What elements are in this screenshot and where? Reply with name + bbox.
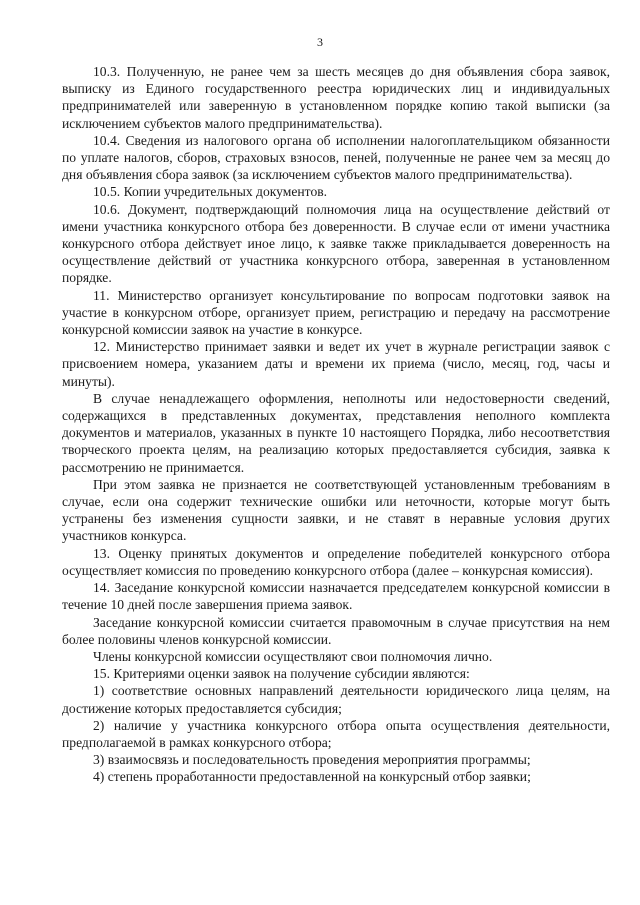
paragraph-14-quorum: Заседание конкурсной комиссии считается правомочным в случае присутствия на нем более половины членов конкурсной комиссии. <box>62 614 610 647</box>
paragraph-12: 12. Министерство принимает заявки и ведет их учет в журнале регистрации заявок с присвоением номера, указанием даты и времени их приема (число, месяц, год, часы и минуты). <box>62 339 610 389</box>
paragraph-13: 13. Оценку принятых документов и определение победителей конкурсного отбора осуществляет комиссия по проведению конкурсного отбора (далее – конкурсная комиссия). <box>62 545 610 578</box>
paragraph-15: 15. Критериями оценки заявок на получение субсидии являются: <box>93 666 470 682</box>
page-number: 3 <box>317 35 323 49</box>
paragraph-12-exception: При этом заявка не признается не соответствующей установленным требованиям в случае, если она содержит технические ошибки или неточности, которые могут быть устранены без изменения сущности заявки, и не ставят в неравные условия других участников конкурса. <box>62 476 610 544</box>
criterion-1: 1) соответствие основных направлений деятельности юридического лица целям, на достижение которых предоставляется субсидия; <box>62 683 610 716</box>
paragraph-14-personal: Члены конкурсной комиссии осуществляют свои полномочия лично. <box>93 648 493 664</box>
paragraph-12-rejection: В случае ненадлежащего оформления, неполноты или недостоверности сведений, содержащихся в представленных документах, представления неполного комплекта документов и материалов, указанных в пункте 10 настоящего Порядка, либо несоответствия творческого проекта целям, на реализацию которых предоставляется субсидия, заявка к рассмотрению не принимается. <box>62 390 610 475</box>
paragraph-10-4: 10.4. Сведения из налогового органа об исполнении налогоплательщиком обязанности по уплате налогов, сборов, страховых взносов, пеней, полученные не ранее чем за месяц до дня объявления сбора заявок (за исключением субъектов малого предпринимательства). <box>62 132 610 183</box>
document-body <box>62 63 610 786</box>
criterion-3: 3) взаимосвязь и последовательность проведения мероприятия программы; <box>93 752 531 768</box>
paragraph-11: 11. Министерство организует консультирование по вопросам подготовки заявок на участие в конкурсном отборе, организует прием, регистрацию и передачу на рассмотрение конкурсной комиссии заявок на участие в конкурсе. <box>62 287 610 338</box>
paragraph-10-6: 10.6. Документ, подтверждающий полномочия лица на осуществление действий от имени участника конкурсного отбора без доверенности. В случае если от имени участника конкурсного отбора действует иное лицо, к заявке также прикладывается доверенность на осуществление действий от участника конкурсного отбора, заверенная в установленном порядке. <box>62 201 610 286</box>
paragraph-10-3: 10.3. Полученную, не ранее чем за шесть месяцев до дня объявления сбора заявок, выписку из Единого государственного реестра юридических лиц и индивидуальных предпринимателей или заверенную в установленном порядке копию такой выписки (за исключением субъектов малого предпринимательства). <box>62 64 610 131</box>
paragraph-14: 14. Заседание конкурсной комиссии назначается председателем конкурсной комиссии в течение 10 дней после завершения приема заявок. <box>62 580 610 613</box>
criterion-2: 2) наличие у участника конкурсного отбора опыта осуществления деятельности, предполагаемой в рамках конкурсного отбора; <box>62 717 610 750</box>
criterion-4: 4) степень проработанности предоставленной на конкурсный отбор заявки; <box>93 769 531 785</box>
paragraph-10-5: 10.5. Копии учредительных документов. <box>93 184 328 200</box>
